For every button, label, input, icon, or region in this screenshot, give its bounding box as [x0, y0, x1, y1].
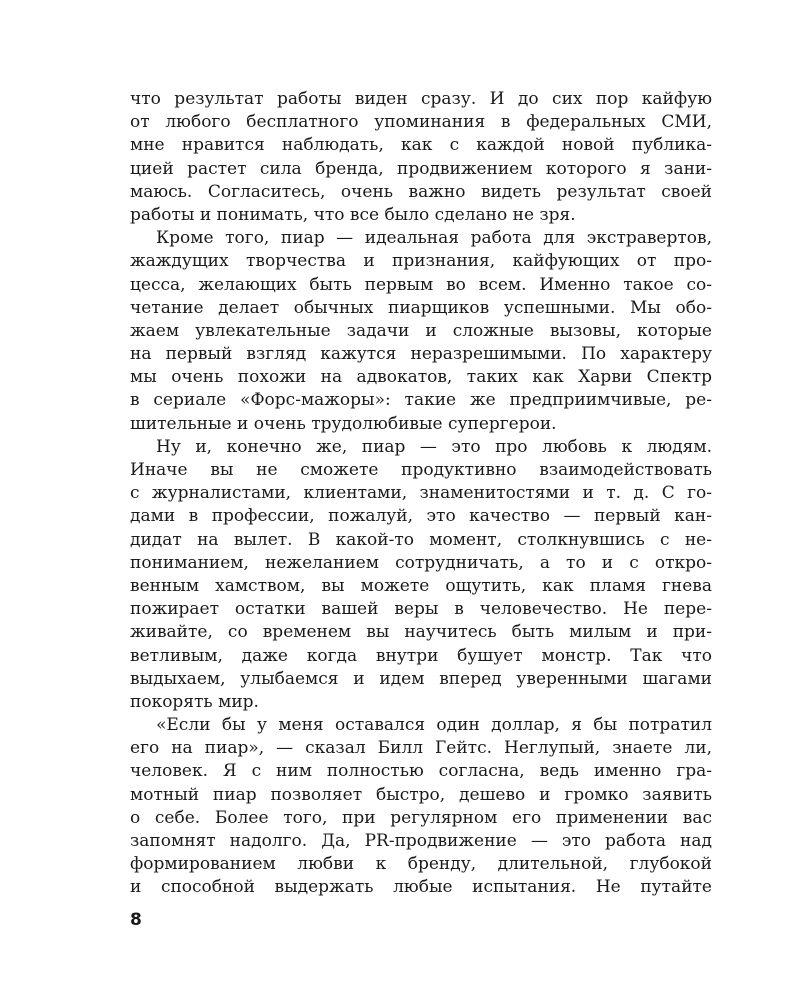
text-line: четание делает обычных пиарщиков успешными. Мы обо- — [130, 297, 712, 318]
text-line: цесса, желающих быть первым во всем. Именно такое со- — [130, 274, 712, 295]
text-line: мы очень похожи на адвокатов, таких как Харви Спектр — [130, 367, 712, 388]
text-line: что результат работы виден сразу. И до сих пор кайфую — [130, 89, 712, 109]
text-line: от любого бесплатного упоминания в федеральных СМИ, — [130, 112, 712, 133]
page-number: 8 — [130, 910, 142, 930]
text-line: венным хамством, вы можете ощутить, как пламя гнева — [130, 575, 712, 596]
body-text — [130, 88, 712, 900]
text-line: запомнят надолго. Да, PR-продвижение — это работа над — [130, 831, 712, 851]
text-line: на первый взгляд кажутся неразрешимыми. По характеру — [130, 344, 712, 365]
text-line: пониманием, нежеланием сотрудничать, а то и с откро- — [130, 552, 712, 573]
text-line: цией растет сила бренда, продвижением которого я зани- — [130, 158, 712, 179]
text-line: ветливым, даже когда внутри бушует монстр. Так что — [130, 645, 712, 666]
text-line: маюсь. Согласитесь, очень важно видеть результат своей — [130, 181, 712, 202]
text-line: шительные и очень трудолюбивые супергерои. — [130, 413, 557, 434]
text-line: покорять мир. — [130, 691, 259, 712]
text-line: выдыхаем, улыбаемся и идем вперед уверенными шагами — [130, 668, 712, 689]
text-line: жаждущих творчества и признания, кайфующих от про- — [130, 251, 712, 272]
text-line: жаем увлекательные задачи и сложные вызовы, которые — [130, 320, 712, 341]
text-line: Кроме того, пиар — идеальная работа для экстравертов, — [156, 228, 712, 249]
text-line: Иначе вы не сможете продуктивно взаимодействовать — [130, 460, 712, 480]
text-line: и способной выдержать любые испытания. Не путайте — [130, 877, 712, 898]
paragraph — [130, 227, 712, 436]
text-line: его на пиар», — сказал Билл Гейтс. Неглупый, знаете ли, — [130, 738, 712, 759]
text-line: дидат на вылет. В какой-то момент, столкнувшись с не- — [130, 529, 712, 550]
text-line: «Если бы у меня оставался один доллар, я бы потратил — [156, 715, 712, 736]
text-line: Ну и, конечно же, пиар — это про любовь к людям. — [156, 436, 712, 457]
text-line: формированием любви к бренду, длительной, глубокой — [130, 854, 712, 875]
text-line: дами в профессии, пожалуй, это качество — первый кан- — [130, 506, 712, 527]
text-line: пожирает остатки вашей веры в человечество. Не пере- — [130, 599, 712, 620]
text-line: о себе. Более того, при регулярном его применении вас — [130, 807, 712, 828]
text-line: живайте, со временем вы научитесь быть милым и при- — [130, 622, 712, 643]
text-line: мотный пиар позволяет быстро, дешево и громко заявить — [130, 784, 712, 805]
text-line: с журналистами, клиентами, знаменитостями и т. д. С го- — [130, 483, 712, 504]
text-line: мне нравится наблюдать, как с каждой новой публика- — [130, 135, 712, 156]
paragraph — [130, 436, 712, 714]
text-line: работы и понимать, что все было сделано не зря. — [130, 204, 576, 225]
text-line: человек. Я с ним полностью согласна, ведь именно гра- — [130, 761, 712, 782]
paragraph — [130, 88, 712, 227]
paragraph — [130, 714, 712, 900]
text-line: в сериале «Форс-мажоры»: такие же предприимчивые, ре- — [130, 390, 712, 411]
